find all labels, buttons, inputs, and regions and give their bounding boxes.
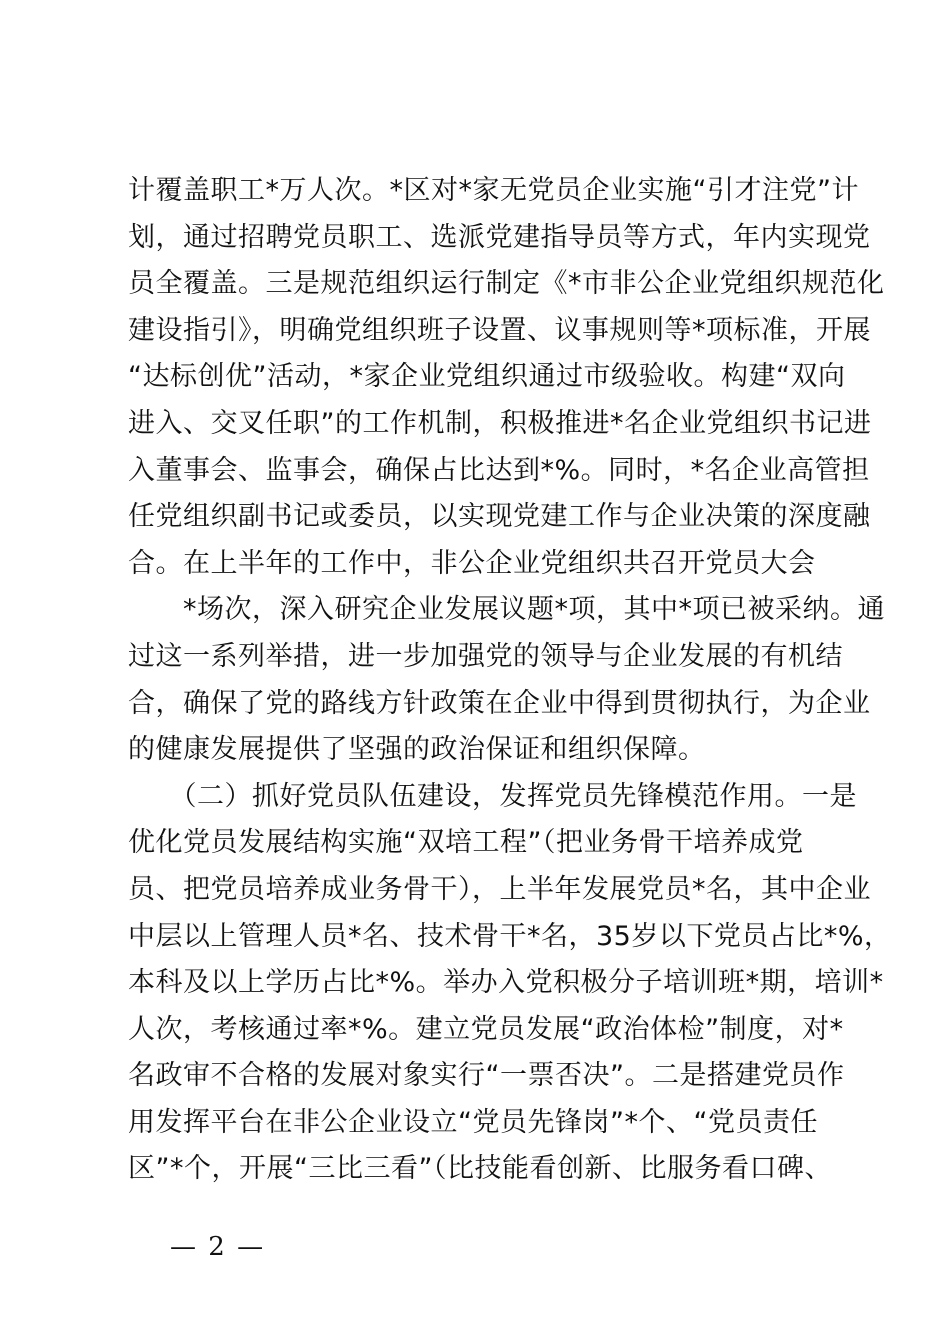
- text-line: 名政审不合格的发展对象实行“一票否决”。二是搭建党员作: [128, 1060, 845, 1092]
- text-line: （二）抓好党员队伍建设，发挥党员先锋模范作用。一是: [128, 780, 857, 812]
- text-line: 进入、交叉任职”的工作机制，积极推进*名企业党组织书记进: [128, 407, 872, 439]
- text-line: 人次，考核通过率*%。建立党员发展“政治体检”制度，对*: [128, 1013, 844, 1045]
- text-line: 优化党员发展结构实施“双培工程”（把业务骨干培养成党: [128, 827, 804, 859]
- text-line: *场次，深入研究企业发展议题*项，其中*项已被采纳。通: [128, 594, 885, 626]
- text-line: 的健康发展提供了坚强的政治保证和组织保障。: [128, 734, 706, 766]
- text-line: 建设指引》，明确党组织班子设置、议事规则等*项标准，开展: [128, 314, 871, 346]
- text-line: 合。在上半年的工作中，非公企业党组织共召开党员大会: [128, 547, 816, 579]
- text-line: 中层以上管理人员*名、技术骨干*名，35岁以下党员占比*%，: [128, 920, 892, 952]
- text-line: 计覆盖职工*万人次。*区对*家无党员企业实施“引才注党”计: [128, 175, 859, 206]
- text-line: 用发挥平台在非公企业设立“党员先锋岗”*个、“党员责任: [128, 1106, 818, 1138]
- body-text: [128, 168, 892, 1193]
- text-line: 过这一系列举措，进一步加强党的领导与企业发展的有机结: [128, 640, 843, 672]
- text-line: 合，确保了党的路线方针政策在企业中得到贯彻执行，为企业: [128, 687, 871, 719]
- text-line: 本科及以上学历占比*%。举办入党积极分子培训班*期，培训*: [128, 967, 884, 999]
- text-line: 任党组织副书记或委员，以实现党建工作与企业决策的深度融: [128, 501, 871, 533]
- text-line: 划，通过招聘党员职工、选派党建指导员等方式，年内实现党: [128, 221, 871, 253]
- text-line: 入董事会、监事会，确保占比达到*%。同时，*名企业高管担: [128, 454, 870, 486]
- text-line: 区”*个，开展“三比三看”（比技能看创新、比服务看口碑、: [128, 1153, 832, 1185]
- text-line: “达标创优”活动，*家企业党组织通过市级验收。构建“双向: [128, 361, 846, 393]
- page-number: — 2 —: [170, 1232, 266, 1262]
- text-line: 员全覆盖。三是规范组织运行制定《*市非公企业党组织规范化: [128, 268, 885, 300]
- text-line: 员、把党员培养成业务骨干），上半年发展党员*名，其中企业: [128, 873, 871, 905]
